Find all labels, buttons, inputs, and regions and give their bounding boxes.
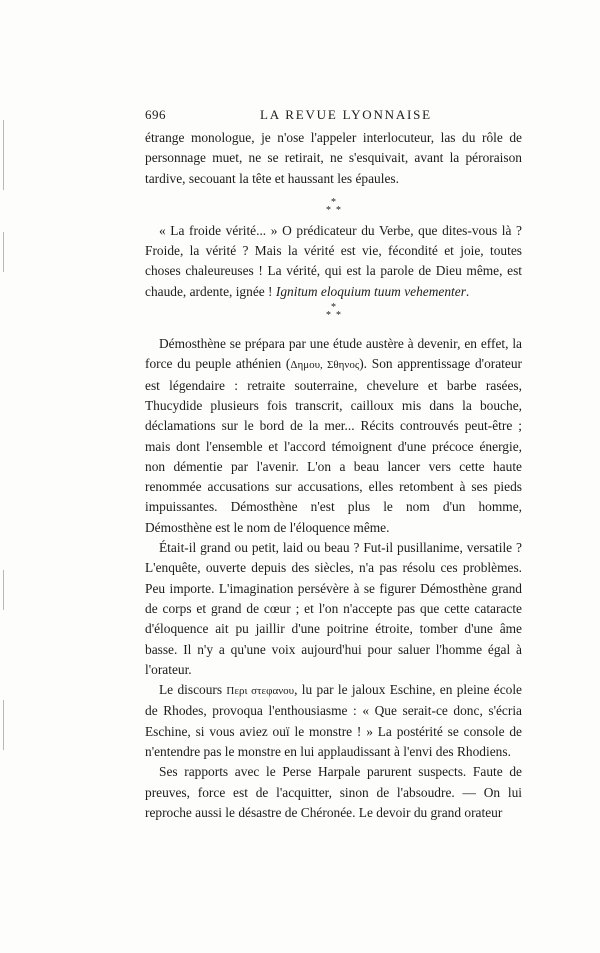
paragraph-demosthene	[145, 334, 522, 538]
paragraph-text: Démosthène se prépara par une étude austère à devenir, en effet, la force du peuple athénien (	[145, 336, 522, 372]
section-asterism	[145, 189, 522, 221]
scan-edge-line	[3, 570, 4, 610]
latin-quotation: Ignitum eloquium tuum vehementer	[275, 283, 466, 299]
paragraph-text: « La froide vérité... » O prédicateur du Verbe, que dites-vous là ? Froide, la vérité ? Mais la vérité est vie, fécondité et joie, toutes choses chaleureuses ! La vérité, qui est la parole de Dieu même, est chaude, ardente, ignée !	[145, 222, 522, 299]
page-number: 696	[145, 107, 166, 122]
greek-words: Δημου, Σθηνος	[290, 359, 360, 372]
body-text	[145, 128, 522, 823]
page-header	[145, 107, 522, 125]
paragraph-text: ). Son apprentissage d'orateur est légendaire : retraite souterraine, chevelure et barbe rasées, Thucydide plusieurs fois transcrit, cailloux mis dans la bouche, déclamations sur le bord de la mer... Récits controuvés peut-être ; mais dont l'ensemble et l'accord témoignent d'une précoce énergie, non démentie par l'avenir. L'on a beau lancer vers cette haute renommée accusations sur accusations, elles retombent à ses pieds impuissantes. Démosthène n'est plus le nom d'un homme, Démosthène est le nom de l'éloquence même.	[145, 356, 522, 535]
asterism-star-top: *	[331, 196, 336, 208]
paragraph-etait-il: Était-il grand ou petit, laid ou beau ? Fut-il pusillanime, versatile ? L'enquête, ouverte depuis des siècles, n'a pas résolu ces problèmes. Peu importe. L'imagination persévère à se figurer Démosthène grand de corps et grand de cœur ; et l'on n'accepte pas que cette cataracte d'éloquence ait pu jaillir d'une poitrine étroite, tomber d'une âme basse. Il n'y a qu'une voix aujourd'hui pour saluer l'homme égal à l'orateur.	[145, 540, 522, 677]
running-title: LA REVUE LYONNAISE	[260, 107, 432, 122]
paragraph-rapports: Ses rapports avec le Perse Harpale parurent suspects. Faute de preuves, force est de l'acquitter, sinon de l'absoudre. — On lui reproche aussi le désastre de Chéronée. Le devoir du grand orateur	[145, 764, 522, 820]
asterism-star-top: *	[331, 302, 336, 314]
paragraph-froide-verite	[145, 221, 522, 302]
paragraph-continuation: étrange monologue, je n'ose l'appeler interlocuteur, las du rôle de personnage muet, ne se retirait, ne s'esquivait, avant la péroraison tardive, secouant la tête et haussant les épaules.	[145, 130, 522, 186]
scan-edge-line	[3, 232, 4, 272]
scan-edge-line	[3, 700, 4, 750]
paragraph-text: , lu par le jaloux Eschine, en pleine école de Rhodes, provoqua l'enthousiasme : « Que serait-ce donc, s'écria Eschine, si vous aviez ouï le monstre ! » La postérité se console de n'entendre pas le monstre en lui applaudissant à l'envi des Rhodiens.	[145, 682, 522, 760]
paragraph-text: Le discours	[159, 682, 227, 698]
paragraph-discours	[145, 680, 522, 762]
greek-title: Περι στεφανου	[226, 685, 295, 698]
section-asterism	[145, 302, 522, 326]
asterism-stars-bottom: **	[326, 204, 346, 216]
paragraph-text: .	[465, 283, 470, 299]
asterism-stars-bottom: **	[326, 310, 346, 322]
scan-edge-line	[3, 120, 4, 190]
